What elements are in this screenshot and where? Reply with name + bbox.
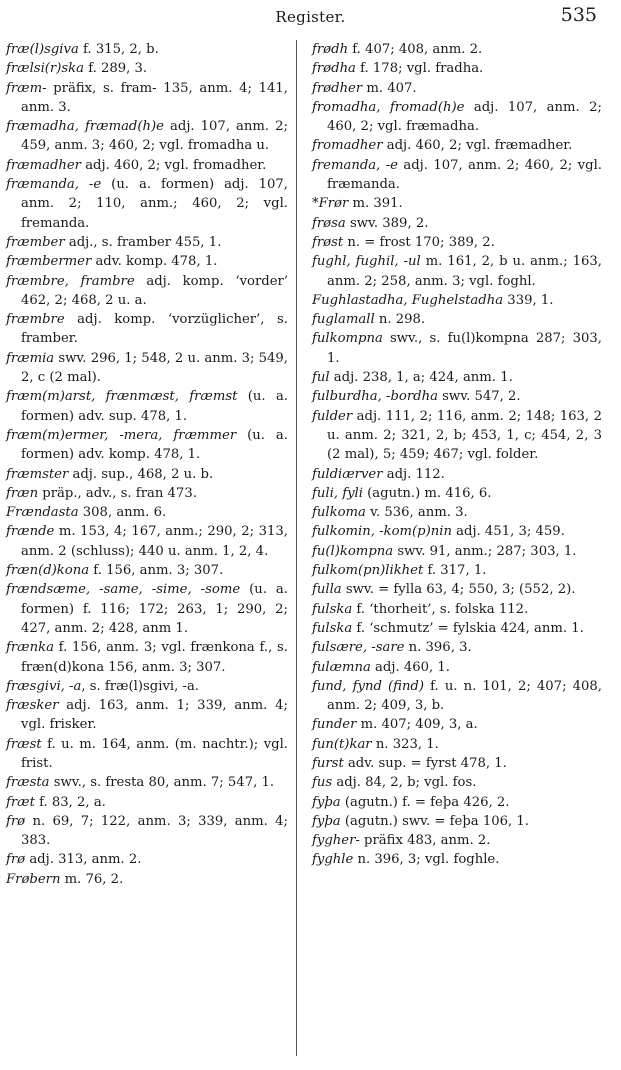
entry-references: f. u. n. 101, 2; 407; 408, anm. 2; 409, 3, b. (327, 678, 602, 714)
index-entry (312, 561, 602, 580)
index-entry (312, 59, 602, 78)
entry-headword: fræsgivi, -a (6, 678, 82, 694)
index-entry (312, 387, 602, 406)
index-entry (312, 98, 602, 137)
entry-headword: fun(t)kar (312, 736, 372, 752)
entry-references: m. 153, 4; 167, anm.; 290, 2; 313, anm. 2 (schluss); 440 u. anm. 1, 2, 4. (21, 524, 288, 559)
entry-references: adj. 313, anm. 2. (25, 852, 142, 868)
index-entry (6, 484, 288, 503)
entry-headword: Frændasta (6, 505, 79, 521)
entry-headword: fulkom(pn)likhet (312, 563, 424, 579)
entry-references: f. 178; vgl. fradha. (355, 61, 484, 77)
entry-references: adj., s. framber 455, 1. (64, 234, 222, 250)
entry-references: präfix 483, anm. 2. (359, 833, 491, 849)
index-entry (312, 79, 602, 98)
entry-headword: fromadha, fromad(h)e (312, 99, 465, 115)
entry-references: m. 407. (362, 80, 417, 96)
index-entry (312, 831, 602, 850)
entry-headword: fræsta (6, 775, 50, 791)
entry-references: adj. 107, anm. 2; 460, 2; vgl. fræmanda. (327, 157, 602, 193)
entry-headword: fulska (312, 620, 353, 636)
entry-headword: fræm(m)ermer, -mera, fræmmer (6, 427, 237, 443)
entry-references: 308, anm. 6. (78, 505, 167, 521)
index-entry (312, 677, 602, 716)
index-entry (312, 156, 602, 195)
entry-references: (u. a. formen) adv. komp. 478, 1. (21, 427, 288, 463)
entry-headword: frælsi(r)ska (6, 61, 84, 77)
page-number: 535 (560, 4, 597, 26)
entry-references: m. 161, 2, b u. anm.; 163, anm. 2; 258, anm. 3; vgl. foghl. (327, 254, 602, 289)
entry-references: swv., s. fu(l)kompna 287; 303, 1. (327, 331, 602, 366)
index-entry (312, 503, 602, 522)
entry-references: adj. 84, 2, b; vgl. fos. (332, 775, 477, 791)
entry-headword: furst (312, 755, 344, 771)
index-entry (312, 638, 602, 657)
entry-headword: fræn (6, 485, 39, 501)
entry-headword: fulla (312, 582, 342, 598)
entry-references: m. 76, 2. (60, 871, 124, 887)
entry-references: adj. sup., 468, 2 u. b. (68, 466, 214, 482)
entry-headword: fræmber (6, 234, 65, 250)
entry-headword: fræmadha, fræmad(h)e (6, 119, 164, 135)
entry-headword: ful (312, 370, 330, 386)
entry-references: f. 156, anm. 3; vgl. frænkona f., s. fræn(d)kona 156, anm. 3; 307. (21, 640, 288, 675)
entry-references: adj. komp. ‘vorder’ 462, 2; 468, 2 u. a. (21, 273, 289, 308)
entry-headword: fuli, fyli (312, 485, 363, 501)
entry-headword: fromadher (312, 138, 383, 154)
entry-headword: fu(l)kompna (312, 543, 394, 559)
entry-references: n. 298. (374, 312, 426, 328)
entry-headword: fulsære, -sare (312, 640, 405, 656)
entry-references: (u. a. formen) adj. 107, anm. 2; 110, anm.; 460, 2; vgl. fremanda. (21, 177, 288, 231)
entry-references: 339, 1. (503, 292, 554, 308)
entry-references: adj. 460, 2; vgl. fræmadher. (382, 138, 573, 154)
entry-references: adv. sup. = fyrst 478, 1. (343, 755, 507, 771)
index-entry (6, 175, 288, 233)
entry-headword: fræn(d)kona (6, 563, 90, 579)
entry-references: adj. 163, anm. 1; 339, anm. 4; vgl. frisker. (21, 698, 288, 733)
index-entry (6, 426, 288, 465)
page-title: Register. (275, 8, 346, 26)
index-entry (6, 696, 288, 735)
index-entry (312, 407, 602, 465)
index-entry (312, 194, 602, 213)
entry-references: präfix, s. fram- 135, anm. 4; 141, anm. 3. (21, 80, 288, 115)
entry-references: n. 396, 3; vgl. foghle. (353, 852, 500, 868)
entry-headword: fulburdha, -bordha (312, 389, 438, 405)
entry-references: m. 391. (348, 196, 403, 212)
index-entry (6, 870, 288, 889)
index-entry (6, 850, 288, 869)
index-entry (6, 580, 288, 638)
index-entry (312, 754, 602, 773)
index-entry (312, 214, 602, 233)
entry-headword: fuglamall (312, 312, 375, 328)
index-entry (6, 735, 288, 774)
index-entry (312, 619, 602, 638)
index-entry (312, 850, 602, 869)
index-entry (6, 252, 288, 271)
entry-headword: frændsæme, -same, -sime, -some (6, 582, 241, 598)
index-entry (6, 773, 288, 792)
left-column (6, 40, 288, 889)
entry-references: adj. 107, anm. 2; 460, 2; vgl. fræmadha. (327, 99, 602, 135)
index-entry (312, 252, 602, 291)
index-entry (6, 638, 288, 677)
entry-headword: fræmanda, -e (6, 177, 102, 193)
entry-headword: fremanda, -e (312, 157, 398, 173)
index-entry (312, 233, 602, 252)
entry-references: , s. fræ(l)sgivi, -a. (81, 678, 200, 694)
entry-headword: frødha (312, 61, 356, 77)
entry-references: swv. 91, anm.; 287; 303, 1. (393, 543, 577, 559)
index-entry (6, 59, 288, 78)
index-entry (312, 310, 602, 329)
entry-references: n. 396, 3. (404, 640, 472, 656)
index-entry (312, 40, 602, 59)
index-entry (312, 715, 602, 734)
entry-headword: fyþa (312, 794, 341, 810)
index-entry (312, 600, 602, 619)
entry-references: swv. 547, 2. (437, 389, 521, 405)
index-entry (6, 233, 288, 252)
entry-headword: frøst (312, 234, 344, 250)
entry-headword: fygher- (312, 833, 360, 849)
index-entry (6, 310, 288, 349)
index-entry (6, 503, 288, 522)
index-entry (6, 79, 288, 118)
entry-references: adj. 460, 1. (370, 659, 450, 675)
entry-headword: Frøbern (6, 871, 61, 887)
entry-headword: fræ(l)sgiva (6, 42, 79, 57)
entry-headword: fund, fynd (find) (312, 678, 425, 694)
entry-references: adj. komp. ‘vorzüglicher’, s. framber. (21, 312, 288, 347)
entry-headword: fyþa (312, 813, 341, 829)
entry-headword: frø (6, 813, 26, 829)
entry-references: v. 536, anm. 3. (365, 505, 468, 521)
entry-headword: *Frør (312, 196, 349, 212)
entry-references: f. 156, anm. 3; 307. (89, 563, 224, 579)
index-entry (6, 465, 288, 484)
entry-headword: fræm(m)arst, frænmæst, fræmst (6, 389, 238, 405)
column-divider (296, 40, 297, 1056)
entry-headword: frænde (6, 524, 55, 540)
entry-references: n. = frost 170; 389, 2. (343, 234, 495, 250)
entry-headword: fulkoma (312, 505, 366, 521)
entry-references: (agutn.) f. = feþa 426, 2. (340, 794, 510, 810)
index-entry (312, 658, 602, 677)
entry-headword: fræmbermer (6, 254, 92, 270)
entry-headword: fulkomin, -kom(p)nin (312, 524, 452, 540)
entry-references: präp., adv., s. fran 473. (38, 485, 197, 501)
entry-references: n. 323, 1. (371, 736, 439, 752)
entry-references: adj. 460, 2; vgl. fromadher. (81, 157, 267, 173)
entry-references: (agutn.) swv. = feþa 106, 1. (340, 813, 529, 829)
index-entry (6, 272, 288, 311)
index-entry (6, 793, 288, 812)
index-entry (6, 117, 288, 156)
index-entry (6, 677, 288, 696)
entry-references: adj. 238, 1, a; 424, anm. 1. (329, 370, 513, 386)
index-entry (312, 291, 602, 310)
entry-headword: fus (312, 775, 333, 791)
entry-references: f. ‘thorheit’, s. folska 112. (352, 601, 529, 617)
index-entry (312, 542, 602, 561)
entry-headword: fyghle (312, 852, 354, 868)
entry-headword: funder (312, 717, 357, 733)
entry-references: adj. 111, 2; 116, anm. 2; 148; 163, 2 u. anm. 2; 321, 2, b; 453, 1, c; 454, 2, 3 (2 mal), 5; 459; 467; vgl. folder. (327, 408, 602, 463)
entry-headword: fræmia (6, 350, 55, 366)
entry-references: f. 315, 2, b. (78, 42, 159, 57)
entry-headword: fughl, fughil, -ul (312, 254, 421, 270)
right-column (312, 40, 602, 870)
entry-references: f. ‘schmutz’ = fylskia 424, anm. 1. (352, 620, 584, 636)
index-entry (6, 387, 288, 426)
entry-headword: fuldiærver (312, 466, 383, 482)
index-entry (312, 136, 602, 155)
entry-references: f. 289, 3. (84, 61, 148, 77)
entry-headword: fulkompna (312, 331, 383, 347)
entry-references: adj. 451, 3; 459. (451, 524, 565, 540)
entry-headword: fræsker (6, 698, 59, 714)
entry-references: (agutn.) m. 416, 6. (362, 485, 492, 501)
index-entry (312, 812, 602, 831)
index-entry (6, 40, 288, 59)
index-entry (312, 368, 602, 387)
index-entry (6, 812, 288, 851)
entry-headword: frænka (6, 640, 54, 656)
entry-headword: frøsa (312, 215, 346, 231)
entry-references: f. 407; 408, anm. 2. (348, 42, 483, 57)
entry-references: f. u. m. 164, anm. (m. nachtr.); vgl. frist. (21, 736, 288, 771)
entry-references: swv. = fylla 63, 4; 550, 3; (552, 2). (341, 582, 576, 598)
index-entry (6, 156, 288, 175)
entry-headword: fræst (6, 736, 42, 752)
index-entry (6, 561, 288, 580)
entry-headword: fræmster (6, 466, 69, 482)
entry-headword: Fughlastadha, Fughelstadha (312, 292, 504, 308)
entry-headword: frødher (312, 80, 363, 96)
index-entry (6, 349, 288, 388)
index-entry (312, 484, 602, 503)
page-header (0, 4, 621, 32)
index-entry (312, 793, 602, 812)
index-entry (312, 465, 602, 484)
entry-headword: frø (6, 852, 26, 868)
index-entry (312, 773, 602, 792)
entry-references: m. 407; 409, 3, a. (356, 717, 478, 733)
entry-headword: fulder (312, 408, 353, 424)
index-entry (312, 329, 602, 368)
entry-references: swv. 296, 1; 548, 2 u. anm. 3; 549, 2, c (2 mal). (21, 350, 288, 386)
index-entry (312, 580, 602, 599)
entry-headword: frødh (312, 42, 349, 57)
entry-references: adv. komp. 478, 1. (91, 254, 218, 270)
entry-headword: fræmadher (6, 157, 81, 173)
entry-references: adj. 112. (382, 466, 445, 482)
entry-headword: fræmbre, frambre (6, 273, 135, 289)
entry-references: swv. 389, 2. (345, 215, 429, 231)
entry-references: f. 83, 2, a. (34, 794, 106, 810)
index-entry (312, 522, 602, 541)
entry-headword: fulska (312, 601, 353, 617)
entry-references: (u. a. formen) f. 116; 172; 263, 1; 290, 2; 427, anm. 2; 428, anm 1. (21, 582, 288, 636)
entry-headword: fulæmna (312, 659, 371, 675)
entry-references: swv., s. fresta 80, anm. 7; 547, 1. (49, 775, 275, 791)
entry-references: adj. 107, anm. 2; 459, anm. 3; 460, 2; vgl. fromadha u. (21, 119, 288, 154)
entry-references: n. 69, 7; 122, anm. 3; 339, anm. 4; 383. (21, 813, 288, 849)
entry-headword: fræt (6, 794, 35, 810)
index-entry (6, 522, 288, 561)
entry-references: (u. a. formen) adv. sup. 478, 1. (21, 389, 288, 424)
entry-references: f. 317, 1. (423, 563, 487, 579)
entry-headword: fræm- (6, 80, 47, 96)
index-entry (312, 735, 602, 754)
entry-headword: fræmbre (6, 312, 65, 328)
